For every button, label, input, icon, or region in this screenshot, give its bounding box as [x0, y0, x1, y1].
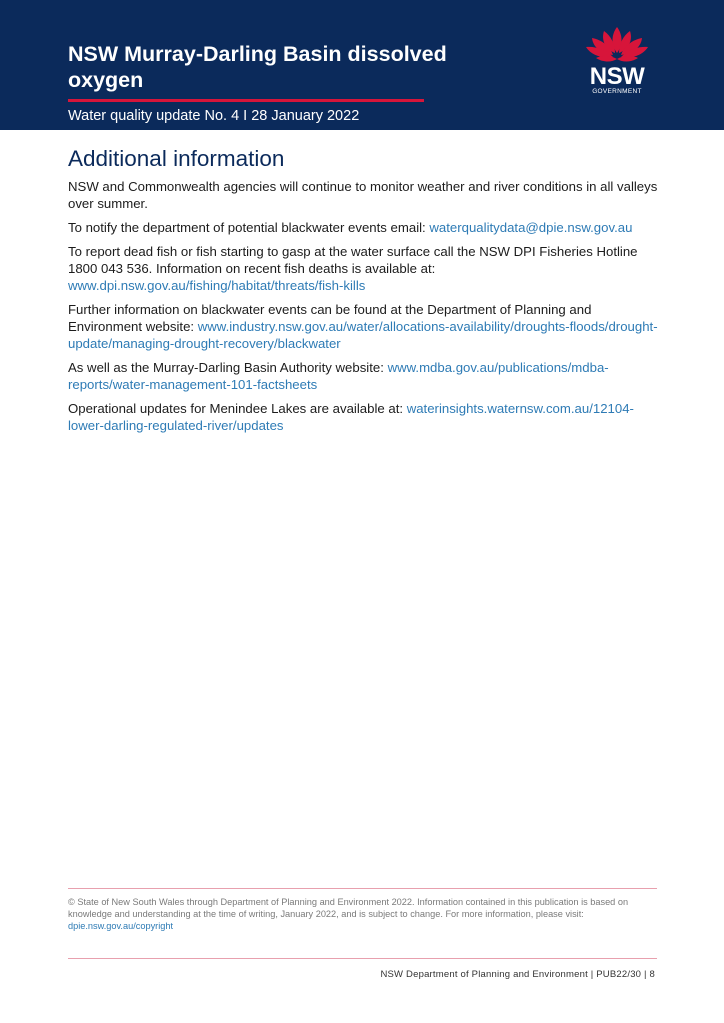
paragraph-text: To report dead fish or fish starting to gasp at the water surface call the NSW DPI Fisheries Hotline 1800 043 536. Information on recent fish deaths is available at: — [68, 244, 638, 276]
section-heading: Additional information — [68, 146, 285, 171]
copyright-text: © State of New South Wales through Department of Planning and Environment 2022. Information contained in this publication is based on knowledge and understanding at the time of writing, January 2022, and is subject to change. For more information, please visit: — [68, 897, 629, 919]
logo-government-label: GOVERNMENT — [592, 88, 642, 95]
waratah-icon — [582, 25, 652, 65]
mdba-link[interactable]: www.mdba.gov.au/publications/mdba-reports/water-management-101-factsheets — [68, 360, 609, 392]
header-banner — [0, 0, 724, 130]
footer-divider — [68, 888, 657, 889]
footer-divider — [68, 958, 657, 959]
paragraph-text: To notify the department of potential blackwater events email: — [68, 220, 430, 235]
menindee-link[interactable]: waterinsights.waternsw.com.au/12104-lower-darling-regulated-river/updates — [68, 401, 634, 433]
nsw-government-logo — [582, 25, 652, 99]
paragraph-fish-kills — [68, 243, 658, 294]
paragraph-mdba — [68, 359, 658, 393]
paragraph-menindee — [68, 400, 658, 434]
paragraph-text: Further information on blackwater events can be found at the Department of Planning and Environment website: — [68, 302, 592, 334]
paragraph-notify — [68, 219, 658, 236]
copyright-notice — [68, 896, 658, 932]
document-subtitle: Water quality update No. 4 I 28 January 2022 — [68, 108, 360, 124]
email-link[interactable]: waterqualitydata@dpie.nsw.gov.au — [429, 220, 633, 235]
copyright-link[interactable]: dpie.nsw.gov.au/copyright — [68, 921, 174, 931]
page-footer: NSW Department of Planning and Environment | PUB22/30 | 8 — [380, 969, 655, 980]
paragraph-text: As well as the Murray-Darling Basin Authority website: — [68, 360, 388, 375]
blackwater-link[interactable]: www.industry.nsw.gov.au/water/allocations-availability/droughts-floods/drought-update/managing-drought-recovery/blackwater — [68, 319, 658, 351]
paragraph-text: NSW and Commonwealth agencies will continue to monitor weather and river conditions in all valleys over summer. — [68, 179, 658, 211]
fish-kills-link[interactable]: www.dpi.nsw.gov.au/fishing/habitat/threats/fish-kills — [68, 278, 366, 293]
header-divider — [68, 99, 424, 102]
paragraph-blackwater — [68, 301, 658, 352]
main-content — [68, 145, 658, 441]
logo-wordmark: NSW — [589, 63, 645, 90]
document-title: NSW Murray-Darling Basin dissolved oxygen — [68, 42, 447, 92]
paragraph-monitoring — [68, 178, 658, 212]
paragraph-text: Operational updates for Menindee Lakes are available at: — [68, 401, 407, 416]
